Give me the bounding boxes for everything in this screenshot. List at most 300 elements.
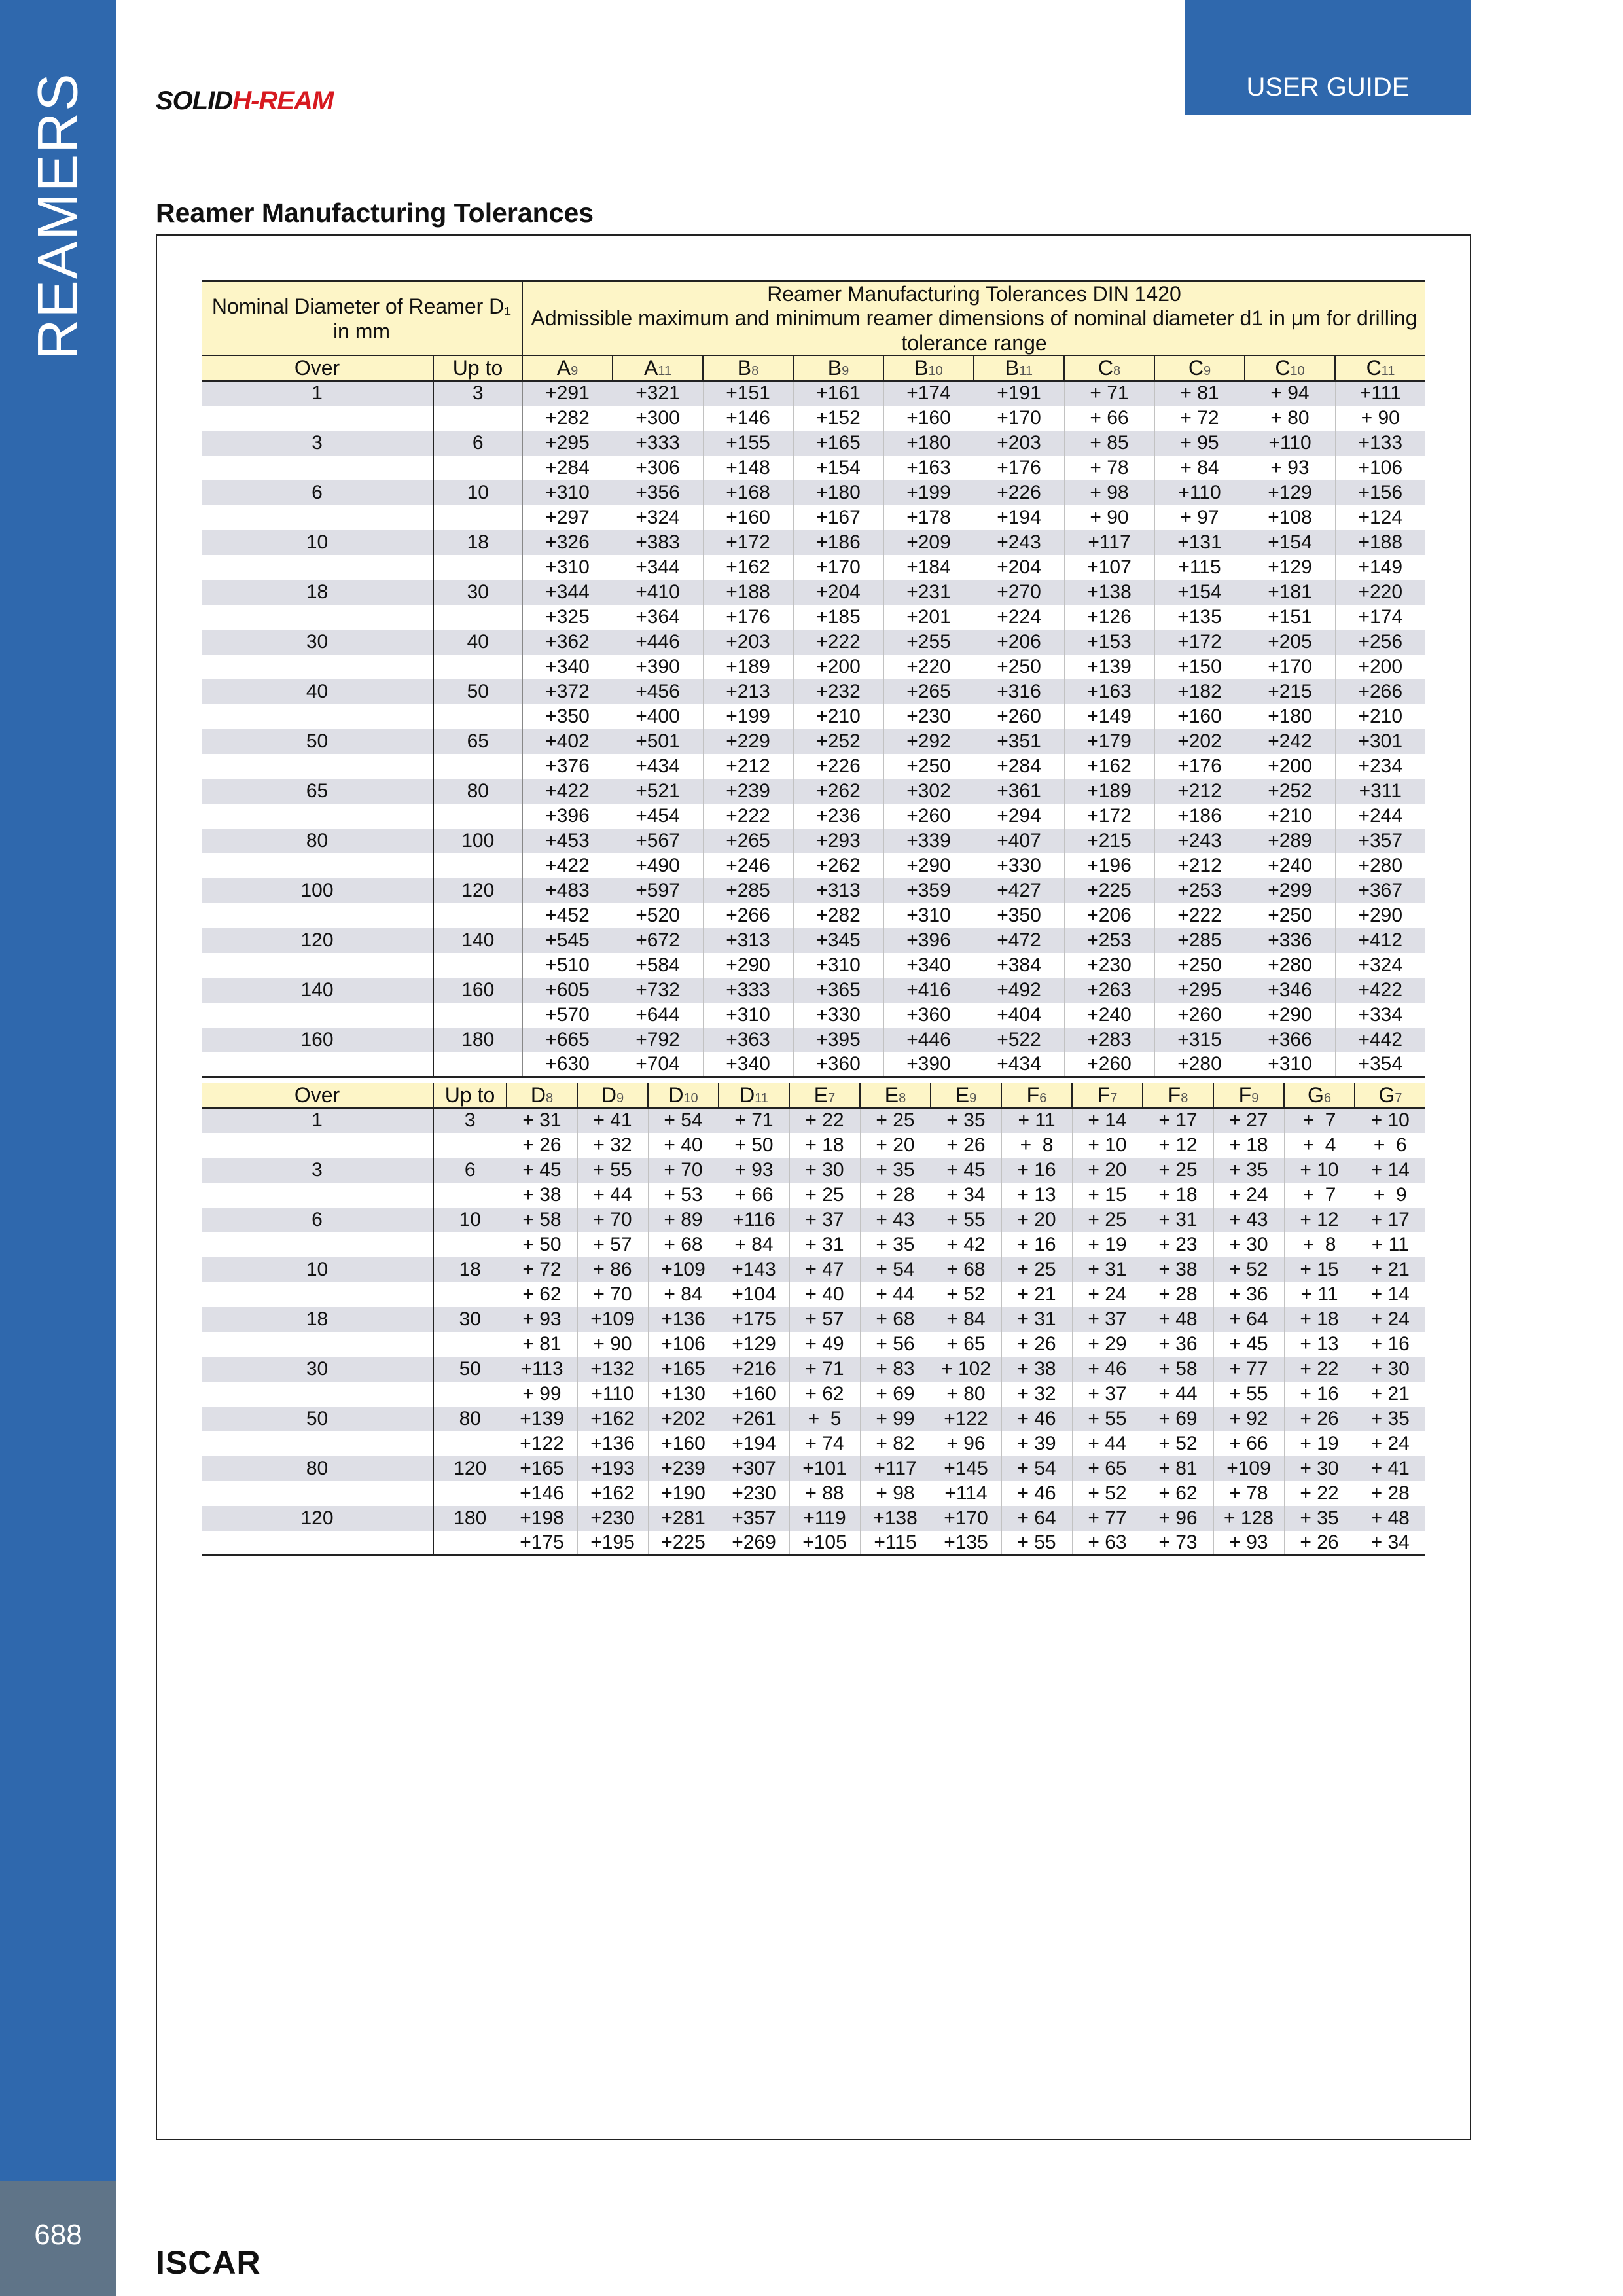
tolerance-value: +492: [974, 978, 1064, 1003]
tolerance-grade: 8: [1181, 1091, 1188, 1106]
tolerance-value: +146: [703, 406, 793, 431]
tolerance-value: +351: [974, 729, 1064, 754]
table-row-min: [202, 1282, 1425, 1307]
tolerance-value: + 98: [860, 1481, 931, 1506]
over-cell: [202, 754, 433, 779]
tolerance-value: +250: [974, 655, 1064, 679]
tolerance-value: + 21: [1355, 1257, 1425, 1282]
over-cell: [202, 1052, 433, 1077]
table-row-max: [202, 1158, 1425, 1183]
tolerance-value: + 70: [648, 1158, 719, 1183]
table-row-max: [202, 630, 1425, 655]
upto-cell: [433, 1531, 507, 1556]
over-cell: [202, 853, 433, 878]
tolerance-value: + 99: [507, 1382, 577, 1407]
tolerance-grade: 9: [1203, 364, 1211, 379]
tolerance-value: +310: [883, 903, 974, 928]
tolerance-value: + 7: [1284, 1108, 1355, 1133]
tolerance-value: + 44: [1143, 1382, 1213, 1407]
tolerance-value: +427: [974, 878, 1064, 903]
tolerance-value: + 10: [1284, 1158, 1355, 1183]
tolerance-value: +220: [1335, 580, 1425, 605]
tolerance-value: +383: [613, 530, 703, 555]
tolerance-value: +384: [974, 953, 1064, 978]
tolerance-value: + 34: [1355, 1531, 1425, 1556]
tolerance-value: +367: [1335, 878, 1425, 903]
tolerance-value: +422: [522, 779, 613, 804]
over-cell: [202, 1382, 433, 1407]
tolerance-value: + 52: [931, 1282, 1001, 1307]
over-cell: 10: [202, 530, 433, 555]
tolerance-value: + 68: [931, 1257, 1001, 1282]
tolerance-value: +366: [1245, 1028, 1335, 1052]
tolerance-value: +521: [613, 779, 703, 804]
tolerance-value: + 11: [1001, 1108, 1072, 1133]
tolerance-value: +262: [793, 779, 883, 804]
upto-cell: [433, 1232, 507, 1257]
tolerance-value: +290: [1358, 904, 1403, 926]
tolerance-value: +109: [577, 1307, 648, 1332]
over-cell: [202, 1531, 433, 1556]
tolerance-value: + 93: [1213, 1531, 1284, 1556]
tolerance-value: + 46: [1072, 1357, 1143, 1382]
tolerance-value: + 22: [1284, 1481, 1355, 1506]
tolerance-value: + 69: [1143, 1407, 1213, 1431]
tolerance-class-d9: [577, 1083, 648, 1108]
table-row-min: [202, 1183, 1425, 1208]
tolerance-value: + 71: [789, 1357, 860, 1382]
tolerance-value: +194: [719, 1431, 789, 1456]
tolerance-value: +220: [883, 655, 974, 679]
tolerance-value: + 26: [1284, 1407, 1355, 1431]
tolerance-letter: B: [914, 356, 929, 380]
tolerance-value: + 66: [1064, 406, 1154, 431]
tolerance-grade: 7: [1110, 1091, 1118, 1106]
tolerance-value: +280: [1358, 854, 1403, 876]
tolerance-value: + 44: [860, 1282, 931, 1307]
tolerance-value: + 98: [1064, 480, 1154, 505]
over-cell: 18: [202, 1307, 433, 1332]
tolerance-value: +545: [522, 928, 613, 953]
tolerance-value: +222: [1154, 903, 1245, 928]
tolerance-value: +143: [719, 1257, 789, 1282]
tolerance-value: + 90: [1064, 505, 1154, 530]
tolerance-value: +175: [719, 1307, 789, 1332]
tolerance-value: + 71: [719, 1108, 789, 1133]
tolerance-value: +364: [613, 605, 703, 630]
tolerance-value: + 11: [1284, 1282, 1355, 1307]
tolerance-value: +311: [1335, 779, 1425, 804]
table-row-max: [202, 580, 1425, 605]
tolerance-value: + 84: [1154, 456, 1245, 480]
table-row-max: [202, 480, 1425, 505]
tolerance-value: +165: [793, 431, 883, 456]
tolerance-value: +110: [1245, 431, 1335, 456]
over-cell: [202, 505, 433, 530]
tolerance-value: +522: [974, 1028, 1064, 1052]
tolerance-value: +334: [1358, 1003, 1403, 1026]
tolerance-value: +316: [974, 679, 1064, 704]
tolerance-value: +129: [719, 1332, 789, 1357]
tolerance-value: +244: [1358, 804, 1403, 827]
tolerance-value: +605: [522, 978, 613, 1003]
tolerance-value: + 12: [1284, 1208, 1355, 1232]
tolerance-value: +704: [613, 1052, 703, 1077]
tolerance-letter: G: [1307, 1083, 1324, 1107]
tolerance-value: +160: [719, 1382, 789, 1407]
tolerance-value: + 45: [507, 1158, 577, 1183]
tolerance-value: + 84: [719, 1232, 789, 1257]
tolerance-class-c11: [1335, 356, 1425, 381]
tolerance-value: + 13: [1284, 1332, 1355, 1357]
tolerance-value: +216: [719, 1357, 789, 1382]
tolerance-value: + 83: [860, 1357, 931, 1382]
tolerance-value: +490: [613, 853, 703, 878]
tolerance-value: +200: [1358, 655, 1403, 677]
over-cell: [202, 605, 433, 630]
over-cell: [202, 655, 433, 679]
tolerance-value: + 35: [860, 1232, 931, 1257]
tolerance-value: +234: [1358, 755, 1403, 777]
tolerance-value: +280: [1154, 1052, 1245, 1077]
over-cell: 80: [202, 1456, 433, 1481]
tolerance-value: +236: [793, 804, 883, 829]
tolerance-value: +456: [613, 679, 703, 704]
tolerance-value: +597: [613, 878, 703, 903]
tolerance-value: + 25: [1001, 1257, 1072, 1282]
tolerance-value: +215: [1064, 829, 1154, 853]
tolerance-value: +665: [522, 1028, 613, 1052]
over-cell: 1: [202, 1108, 433, 1133]
upto-cell: [433, 505, 522, 530]
tolerance-value: +584: [613, 953, 703, 978]
tolerance-value: + 45: [931, 1158, 1001, 1183]
table-row-min: [202, 754, 1425, 779]
table-row-min: [202, 1332, 1425, 1357]
tolerance-value: +203: [974, 431, 1064, 456]
tolerance-value: +243: [1154, 829, 1245, 853]
tolerance-value: +135: [1154, 605, 1245, 630]
tolerance-letter: B: [1005, 356, 1020, 380]
tolerance-value: + 47: [789, 1257, 860, 1282]
tolerance-value: +212: [1154, 853, 1245, 878]
tolerance-value: + 19: [1072, 1232, 1143, 1257]
tolerance-value: +630: [522, 1052, 613, 1077]
tolerance-value: + 68: [860, 1307, 931, 1332]
tolerance-value: +339: [883, 829, 974, 853]
tolerance-value: +359: [883, 878, 974, 903]
page-number: 688: [34, 2219, 82, 2251]
tolerance-grade: 9: [842, 364, 849, 379]
tolerance-value: + 25: [1143, 1158, 1213, 1183]
table-row-max: [202, 1307, 1425, 1332]
tolerance-value: + 9: [1373, 1183, 1407, 1206]
tolerance-value: +422: [522, 853, 613, 878]
upto-cell: [433, 1481, 507, 1506]
tolerance-value: + 63: [1072, 1531, 1143, 1556]
upto-cell: [433, 605, 522, 630]
tolerance-value: + 52: [1072, 1481, 1143, 1506]
tolerance-value: +104: [719, 1282, 789, 1307]
tolerance-value: +222: [793, 630, 883, 655]
tolerance-value: +792: [613, 1028, 703, 1052]
tolerance-value: +395: [793, 1028, 883, 1052]
tolerance-value: + 41: [577, 1108, 648, 1133]
tolerance-value: +133: [1335, 431, 1425, 456]
table-row-max: [202, 878, 1425, 903]
tolerance-value: +176: [1154, 754, 1245, 779]
tolerance-value: +365: [793, 978, 883, 1003]
tolerance-value: +567: [613, 829, 703, 853]
table-row-max: [202, 431, 1425, 456]
tolerance-value: +407: [974, 829, 1064, 853]
table-row-min: [202, 505, 1425, 530]
tolerance-value: +269: [719, 1531, 789, 1556]
table-row-max: [202, 779, 1425, 804]
tolerance-value: +246: [703, 853, 793, 878]
tolerance-value: +230: [1064, 953, 1154, 978]
tolerance-value: +107: [1064, 555, 1154, 580]
tolerance-value: +283: [1064, 1028, 1154, 1052]
upto-cell: 3: [433, 381, 522, 406]
upto-cell: [433, 1183, 507, 1208]
tolerance-value: +194: [974, 505, 1064, 530]
tolerance-value: +362: [522, 630, 613, 655]
tolerance-value: + 48: [1143, 1307, 1213, 1332]
tolerance-value: +291: [522, 381, 613, 406]
tolerance-grade: 7: [1395, 1091, 1402, 1106]
tolerance-letter: D: [530, 1083, 546, 1107]
tolerance-value: + 81: [1143, 1456, 1213, 1481]
tolerance-value: +149: [1064, 704, 1154, 729]
tolerance-value: + 18: [789, 1133, 860, 1158]
tolerance-value: + 55: [1001, 1531, 1072, 1556]
over-cell: 100: [202, 878, 433, 903]
upto-cell: [433, 704, 522, 729]
over-cell: 3: [202, 1158, 433, 1183]
tolerance-letter: G: [1378, 1083, 1395, 1107]
tolerance-value: + 89: [648, 1208, 719, 1232]
table-row-min: [202, 903, 1425, 928]
over-cell: [202, 1431, 433, 1456]
upto-cell: [433, 406, 522, 431]
tolerance-value: +139: [507, 1407, 577, 1431]
tolerance-value: +162: [1064, 754, 1154, 779]
page-title: Reamer Manufacturing Tolerances: [156, 198, 594, 228]
tolerance-value: + 46: [1001, 1481, 1072, 1506]
tolerance-value: +284: [522, 456, 613, 480]
tolerance-value: +261: [719, 1407, 789, 1431]
over-cell: 18: [202, 580, 433, 605]
over-cell: [202, 1232, 433, 1257]
tolerance-value: +172: [1064, 804, 1154, 829]
tolerance-grade: 8: [1113, 364, 1121, 379]
tolerance-value: +109: [1213, 1456, 1284, 1481]
tolerance-value: + 68: [648, 1232, 719, 1257]
table-row-max: [202, 978, 1425, 1003]
tolerance-value: + 46: [1001, 1407, 1072, 1431]
tolerance-value: + 71: [1064, 381, 1154, 406]
tolerance-value: + 22: [1284, 1357, 1355, 1382]
tolerance-value: +306: [613, 456, 703, 480]
tolerance-value: +178: [883, 505, 974, 530]
tolerance-grade: 10: [1290, 364, 1305, 379]
tolerance-value: +360: [883, 1003, 974, 1028]
upto-cell: 50: [433, 1357, 507, 1382]
upto-cell: [433, 1133, 507, 1158]
tolerance-letter: F: [1168, 1083, 1181, 1107]
tolerance-grade: 6: [1323, 1091, 1331, 1106]
over-cell: 6: [202, 1208, 433, 1232]
tolerance-value: +170: [1245, 655, 1335, 679]
tolerance-value: +222: [703, 804, 793, 829]
tolerance-letter: D: [740, 1083, 755, 1107]
tolerance-value: +357: [719, 1506, 789, 1531]
tolerance-class-d8: [507, 1083, 577, 1108]
tolerance-value: +113: [507, 1357, 577, 1382]
tolerance-value: + 96: [931, 1431, 1001, 1456]
tolerance-value: +446: [883, 1028, 974, 1052]
upto-header: Up to: [433, 356, 522, 381]
tolerance-grade: 6: [1039, 1091, 1047, 1106]
tolerance-value: + 58: [507, 1208, 577, 1232]
tolerance-value: +570: [522, 1003, 613, 1028]
tolerance-value: +265: [883, 679, 974, 704]
over-cell: [202, 903, 433, 928]
tolerance-value: + 65: [1072, 1456, 1143, 1481]
tolerance-letter: C: [1097, 356, 1113, 380]
tolerance-value: +106: [648, 1332, 719, 1357]
user-guide-tab: [1185, 0, 1471, 115]
tolerance-value: + 35: [1284, 1506, 1355, 1531]
tolerance-value: +139: [1064, 655, 1154, 679]
tolerance-value: +224: [974, 605, 1064, 630]
tolerance-value: +203: [703, 630, 793, 655]
tolerance-value: + 96: [1143, 1506, 1213, 1531]
tolerance-value: +250: [883, 754, 974, 779]
tolerance-value: +310: [1245, 1052, 1335, 1077]
tolerance-value: +363: [703, 1028, 793, 1052]
tolerance-value: +252: [1245, 779, 1335, 804]
tolerance-value: + 24: [1213, 1183, 1284, 1208]
tolerance-value: +330: [974, 853, 1064, 878]
tolerance-value: +285: [1154, 928, 1245, 953]
table-row-max: [202, 1257, 1425, 1282]
tolerance-value: +361: [974, 779, 1064, 804]
tolerance-class-e7: [789, 1083, 860, 1108]
over-cell: [202, 1133, 433, 1158]
tolerance-value: + 14: [1355, 1158, 1425, 1183]
tolerance-grade: 10: [928, 364, 943, 379]
tolerance-value: +260: [1064, 1052, 1154, 1077]
tolerance-value: + 64: [1001, 1506, 1072, 1531]
tolerance-value: +310: [703, 1003, 793, 1028]
tolerance-value: +189: [703, 655, 793, 679]
tolerance-value: + 78: [1064, 456, 1154, 480]
tolerance-value: +265: [703, 829, 793, 853]
tolerance-value: + 58: [1143, 1357, 1213, 1382]
over-cell: [202, 704, 433, 729]
tolerance-value: + 62: [789, 1382, 860, 1407]
tolerance-value: +289: [1245, 829, 1335, 853]
tolerance-value: + 27: [1213, 1108, 1284, 1133]
tolerance-value: +262: [793, 853, 883, 878]
tolerance-value: +266: [703, 903, 793, 928]
table-row-max: [202, 928, 1425, 953]
tolerance-value: + 15: [1284, 1257, 1355, 1282]
table-row-max: [202, 1407, 1425, 1431]
tolerance-value: + 81: [507, 1332, 577, 1357]
upto-cell: 40: [433, 630, 522, 655]
tolerance-value: +340: [883, 953, 974, 978]
tolerance-letter: A: [643, 356, 658, 380]
tolerance-value: +186: [1154, 804, 1245, 829]
upto-cell: 80: [433, 779, 522, 804]
tolerance-grade: 8: [899, 1091, 906, 1106]
table-row-min: [202, 605, 1425, 630]
tolerance-value: +242: [1245, 729, 1335, 754]
table-row-max: [202, 1506, 1425, 1531]
over-cell: 65: [202, 779, 433, 804]
tolerance-value: +117: [1064, 530, 1154, 555]
tolerance-value: +324: [613, 505, 703, 530]
over-cell: [202, 804, 433, 829]
tolerance-value: +160: [648, 1431, 719, 1456]
tolerance-value: +145: [931, 1456, 1001, 1481]
tolerance-value: +210: [1358, 705, 1403, 727]
tolerance-value: + 15: [1072, 1183, 1143, 1208]
tolerance-value: +110: [577, 1382, 648, 1407]
tolerance-value: + 73: [1143, 1531, 1213, 1556]
tolerance-value: + 29: [1072, 1332, 1143, 1357]
tolerance-value: + 37: [1072, 1382, 1143, 1407]
upto-cell: 18: [433, 1257, 507, 1282]
tolerance-value: + 56: [860, 1332, 931, 1357]
tolerance-value: +215: [1245, 679, 1335, 704]
tolerance-value: + 57: [577, 1232, 648, 1257]
tolerance-value: + 70: [577, 1208, 648, 1232]
tolerance-letter: C: [1366, 356, 1382, 380]
tolerance-value: +209: [883, 530, 974, 555]
tolerance-value: +176: [703, 605, 793, 630]
tolerance-value: +253: [1064, 928, 1154, 953]
tolerance-value: +124: [1358, 506, 1403, 528]
tolerance-value: + 72: [507, 1257, 577, 1282]
tolerance-value: + 66: [1213, 1431, 1284, 1456]
tolerance-value: +346: [1245, 978, 1335, 1003]
tolerance-value: +108: [1245, 505, 1335, 530]
column-header-row: [202, 1083, 1425, 1108]
tolerance-grade: 9: [969, 1091, 977, 1106]
tolerance-letter: E: [813, 1083, 829, 1107]
tolerance-value: + 80: [931, 1382, 1001, 1407]
tolerance-value: +165: [648, 1357, 719, 1382]
tolerance-value: +132: [577, 1357, 648, 1382]
tolerance-value: + 11: [1371, 1233, 1409, 1255]
tolerance-value: +162: [577, 1481, 648, 1506]
tolerance-value: + 95: [1154, 431, 1245, 456]
tolerance-value: +225: [1064, 878, 1154, 903]
tolerance-value: + 44: [1072, 1431, 1143, 1456]
tolerance-value: +229: [703, 729, 793, 754]
tolerance-value: + 93: [1245, 456, 1335, 480]
tolerance-value: +644: [613, 1003, 703, 1028]
tolerance-class-d11: [719, 1083, 789, 1108]
tolerance-value: + 128: [1213, 1506, 1284, 1531]
tolerance-class-f8: [1143, 1083, 1213, 1108]
tolerance-value: +135: [931, 1531, 1001, 1556]
tolerance-value: +295: [522, 431, 613, 456]
